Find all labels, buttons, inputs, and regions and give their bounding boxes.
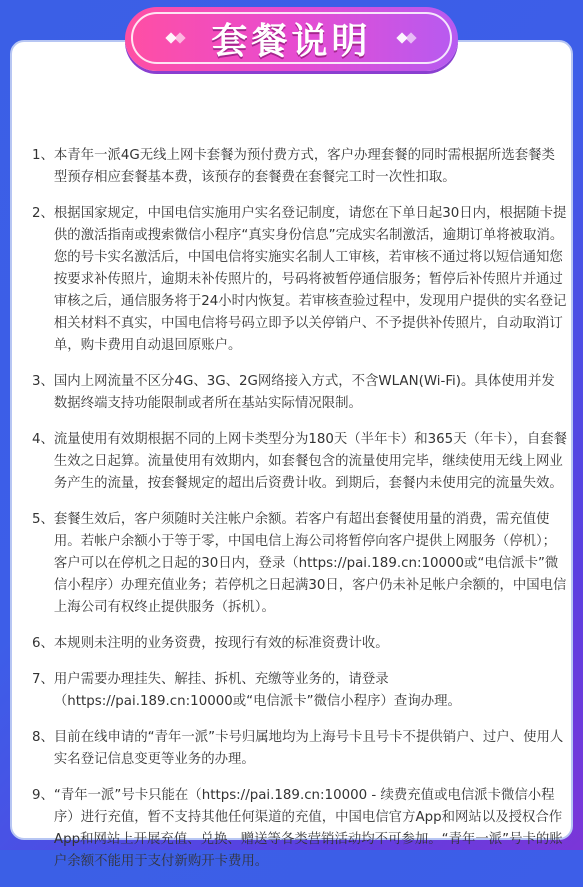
list-item bbox=[32, 785, 567, 873]
title-banner-frame bbox=[131, 12, 452, 64]
info-card bbox=[10, 40, 573, 869]
item-text: “青年一派”号卡只能在（https://pai.189.cn:10000 - 续费充值或电信派卡微信小程序）进行充值，暂不支持其他任何渠道的充值，中国电信官方App和网站以及授权合作App和网站上开展充值、兑换、赠送等各类营销活动均不可参加。“青年一派”号卡的账户余额不能用于支付新购开卡费用。 bbox=[53, 788, 563, 869]
list-item bbox=[32, 429, 567, 495]
item-number: 2、 bbox=[32, 206, 54, 221]
diamond-icon bbox=[167, 33, 185, 43]
item-number: 5、 bbox=[32, 512, 54, 527]
list-item bbox=[32, 145, 567, 189]
list-item bbox=[32, 727, 567, 771]
title-banner bbox=[125, 7, 458, 71]
terms-list bbox=[32, 145, 567, 887]
diamond-icon bbox=[398, 33, 416, 43]
item-text: 本规则未注明的业务资费，按现行有效的标准资费计收。 bbox=[53, 636, 389, 651]
item-text: 本青年一派4G无线上网卡套餐为预付费方式，客户办理套餐的同时需根据所选套餐类型预存相应套餐基本费，该预存的套餐费在套餐完工时一次性扣取。 bbox=[53, 148, 555, 185]
page-title: 套餐说明 bbox=[211, 20, 372, 62]
item-number: 9、 bbox=[32, 788, 54, 803]
item-number: 7、 bbox=[32, 672, 54, 687]
item-number: 6、 bbox=[32, 636, 54, 651]
list-item bbox=[32, 633, 567, 655]
item-number: 8、 bbox=[32, 730, 54, 745]
list-item bbox=[32, 371, 567, 415]
list-item bbox=[32, 203, 567, 357]
list-item bbox=[32, 509, 567, 619]
item-text: 用户需要办理挂失、解挂、拆机、充缴等业务的，请登录（https://pai.189.cn:10000或“电信派卡”微信小程序）查询办理。 bbox=[53, 672, 461, 709]
list-item bbox=[32, 669, 567, 713]
item-number: 4、 bbox=[32, 432, 54, 447]
item-text: 国内上网流量不区分4G、3G、2G网络接入方式，不含WLAN(Wi-Fi)。具体使用并发数据终端支持功能限制或者所在基站实际情况限制。 bbox=[53, 374, 555, 411]
item-text: 目前在线申请的“青年一派”卡号归属地均为上海号卡且号卡不提供销户、过户、使用人实名登记信息变更等业务的办理。 bbox=[53, 730, 564, 767]
item-number: 1、 bbox=[32, 148, 54, 163]
item-text: 套餐生效后，客户须随时关注帐户余额。若客户有超出套餐使用量的消费，需充值使用。若帐户余额小于等于零，中国电信上海公司将暂停向客户提供上网服务（停机）；客户可以在停机之日起的30日内，登录（https://pai.189.cn:10000或“电信派卡”微信小程序）办理充值业务；若停机之日起满30日，客户仍未补足帐户余额的，中国电信上海公司有权终止提供服务（拆机）。 bbox=[53, 512, 567, 615]
item-text: 根据国家规定，中国电信实施用户实名登记制度，请您在下单日起30日内，根据随卡提供的激活指南或搜索微信小程序“真实身份信息”完成实名制激活，逾期订单将被取消。您的号卡实名激活后，中国电信将实施实名制人工审核，若审核不通过将以短信通知您按要求补传照片，逾期未补传照片的，号码将被暂停通信服务；暂停后补传照片并通过审核之后，通信服务将于24小时内恢复。若审核查验过程中，发现用户提供的实名登记相关材料不真实，中国电信将号码立即予以关停销户、不予提供补传照片，自动取消订单，购卡费用自动退回原账户。 bbox=[53, 206, 567, 353]
item-number: 3、 bbox=[32, 374, 54, 389]
item-text: 流量使用有效期根据不同的上网卡类型分为180天（半年卡）和365天（年卡），自套餐生效之日起算。流量使用有效期内，如套餐包含的流量使用完毕，继续使用无线上网业务产生的流量，按套餐规定的超出后资费计收。到期后，套餐内未使用完的流量失效。 bbox=[53, 432, 568, 491]
